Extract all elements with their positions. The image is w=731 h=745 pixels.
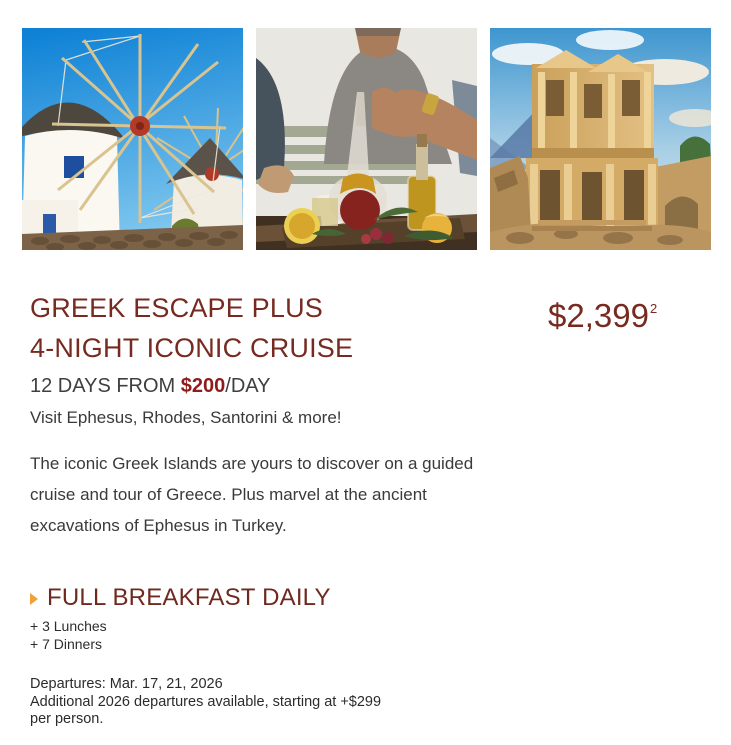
duration-prefix: 12 DAYS FROM	[30, 375, 181, 397]
inclusions-items	[30, 617, 331, 653]
inclusion-item-lunches: + 3 Lunches	[30, 618, 107, 634]
olive-oil-tasting-photo	[256, 28, 477, 250]
departures-additional: Additional 2026 departures available, starting at +$299	[30, 693, 382, 710]
duration-line	[30, 374, 270, 398]
windmills-illustration	[22, 28, 243, 250]
deal-title-line1: GREEK ESCAPE PLUS	[30, 293, 324, 323]
inclusions-headline: FULL BREAKFAST DAILY	[47, 584, 331, 611]
price-footnote-marker: 2	[649, 301, 658, 316]
deal-title-line2: 4-NIGHT ICONIC CRUISE	[30, 333, 354, 363]
tagline: Visit Ephesus, Rhodes, Santorini & more!	[30, 408, 342, 427]
ephesus-library-photo	[490, 28, 711, 250]
per-day-price: $200	[180, 375, 226, 397]
mykonos-windmills-photo	[22, 28, 243, 250]
ephesus-illustration	[490, 28, 711, 250]
deal-price	[548, 291, 657, 334]
price-value: $2,399	[548, 297, 649, 334]
departures-section	[30, 676, 470, 729]
departures-dates: Departures: Mar. 17, 21, 2026	[30, 676, 223, 692]
deal-title	[30, 288, 353, 368]
inclusions-headline-row	[30, 584, 331, 612]
inclusions-section	[30, 584, 331, 653]
inclusion-item-dinners: + 7 Dinners	[30, 636, 102, 652]
triangle-right-icon	[30, 593, 38, 605]
olive-oil-illustration	[256, 28, 477, 250]
deal-description: The iconic Greek Islands are yours to discover on a guided cruise and tour of Greece. Plus marvel at the ancient excavations of Ephesus in Turkey.	[30, 454, 474, 535]
duration-suffix: /DAY	[225, 375, 271, 397]
photo-strip	[22, 28, 711, 250]
departures-per-person: per person.	[30, 711, 104, 727]
